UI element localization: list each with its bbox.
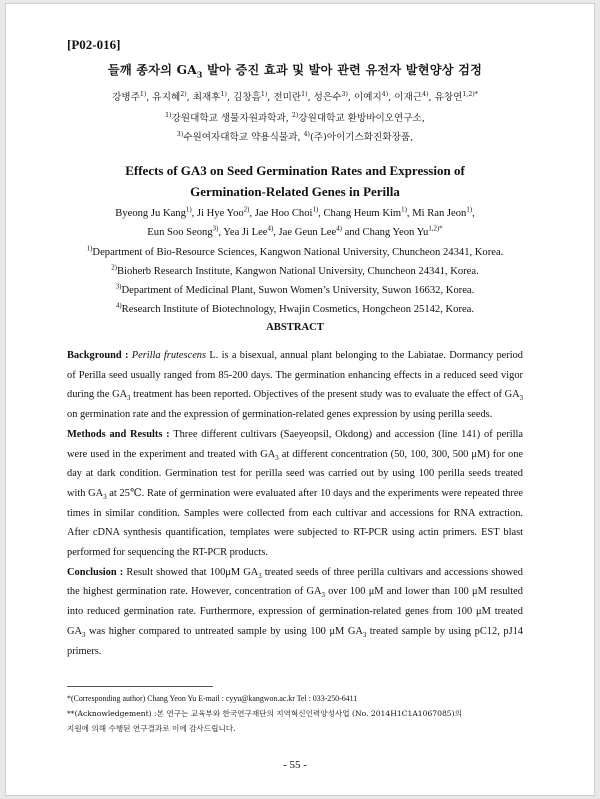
background-paragraph: Background : Perilla frutescens L. is a bisexual, annual plant belonging to the Labiatae. Dormancy period of Perilla seed usually ranged from 85-200 days. The germination enhancing effects in a reduced seed vigor during the $GA_3$ treatment has been reported. Objectives of the present study was to evaluate the effect of $GA_3$ on germination rate and the expression of germination-related genes expression by using perilla seeds.	[67, 350, 524, 421]
english-authors-line-1: Byeong Ju Kang$^{1)}$, Ji Hye Yoo$^{2)}$, Jae Hoo Choi$^{1)}$, Chang Heum Kim$^{1)}$, Mi Ran Jeon$^{1)}$,	[115, 206, 475, 219]
footnote-corresponding-author: *(Corresponding author) Chang Yeon Yu E-mail : cyyu@kangwon.ac.kr Tel : 033-250-6411	[67, 694, 358, 703]
english-authors-line-2: Eun Soo Seong$^{3)}$, Yea Ji Lee$^{4)}$, Jae Geun Lee$^{4)}$ and Chang Yeon $Yu^{1,2)*}$	[147, 225, 443, 238]
english-affiliation-2: $^{2)}$Bioherb Research Institute, Kangwon National University, Chuncheon 24341, Korea.	[111, 264, 479, 277]
background-label: Background :	[67, 350, 129, 361]
footnote-divider	[67, 686, 213, 687]
english-affiliation-3: $^{3)}$Department of Medicinal Plant, Suwon Women’s University, Suwon 16632, Korea.	[115, 283, 475, 296]
korean-title: 들깨 종자의 $GA_3$ 발아 증진 효과 및 발아 관련 유전자 발현양상 검정	[107, 63, 483, 80]
footnote-acknowledgement-cont: 지원에 의해 수행된 연구결과로 이에 감사드립니다.	[67, 724, 236, 733]
korean-affiliation-2: $^{3)}$수원여자대학교 약용식물과, $^{4)}$(주)아이기스화진화장품,	[176, 130, 414, 143]
abstract-code: [P02-016]	[67, 37, 121, 52]
korean-affiliation-1: $^{1)}$강원대학교 생물자원과학과, $^{2)}$강원대학교 환방바이오연구소,	[165, 111, 425, 124]
abstract-heading: ABSTRACT	[266, 322, 324, 333]
methods-label: Methods and Results :	[67, 428, 170, 440]
korean-authors: 강병주$^{1)}$, 유지혜$^{2)}$, 최재후$^{1)}$, 김창흠$^{1)}$, 전미란$^{1)}$, 성은수$^{3)}$, 이예지$^{4)}$, 이재근$^{4)}$, 유창연$^{1,2)*}$	[112, 90, 478, 103]
conclusion-paragraph: Conclusion : Result showed that 100μM $GA_3$ treated seeds of three perilla cultivars and accessions showed the highest germination rate. However, concentration of $GA_3$ over 100 μM and lower than 100 μM resulted into reduced germination rate. Furthermore, expression of germination-related genes from 100 μM treated $GA_3$ was higher compared to untreated sample by using 100 μM $GA_3$ treated sample by using pC12, pJ14 primers.	[67, 566, 523, 657]
page-number: - 55 -	[283, 759, 307, 771]
footnote-acknowledgement: **(Acknowledgement) :본 연구는 교육부와 한국연구재단의 지역혁신인력양성사업 (No. 2014H1C1A1067085)의	[67, 709, 462, 718]
methods-paragraph: Methods and Results : Three different cultivars (Saeyeopsil, Okdong) and accession (line 141) of perilla were used in the experiment and treated with $GA_3$ at different concentration (50, 100, 300, 500 μM) for one day at dark condition. Germination test for perilla seed was carried out by using 100 perilla seeds treated with $GA_3$ at 25℃. Rate of germination were evaluated after 10 days and the experiments were repeated three times in similar condition. Samples were collected from each cultivar and accessions for RNA extraction. After cDNA synthesis quantification, templates were subjected to RT-PCR using actin primers. EST blast performed for sequencing the RT-PCR products.	[67, 428, 524, 559]
english-affiliation-4: $^{4)}$Research Institute of Biotechnology, Hwajin Cosmetics, Hongcheon 25142, Korea.	[115, 302, 475, 315]
abstract-body	[67, 346, 523, 661]
english-affiliation-1: $^{1)}$Department of Bio-Resource Sciences, Kangwon National University, Chuncheon 24341, Korea.	[86, 245, 504, 258]
english-title-line-2: Germination-Related Genes in Perilla	[190, 184, 400, 199]
conclusion-label: Conclusion :	[67, 566, 124, 578]
english-title-line-1: Effects of GA3 on Seed Germination Rates and Expression of	[125, 163, 465, 178]
